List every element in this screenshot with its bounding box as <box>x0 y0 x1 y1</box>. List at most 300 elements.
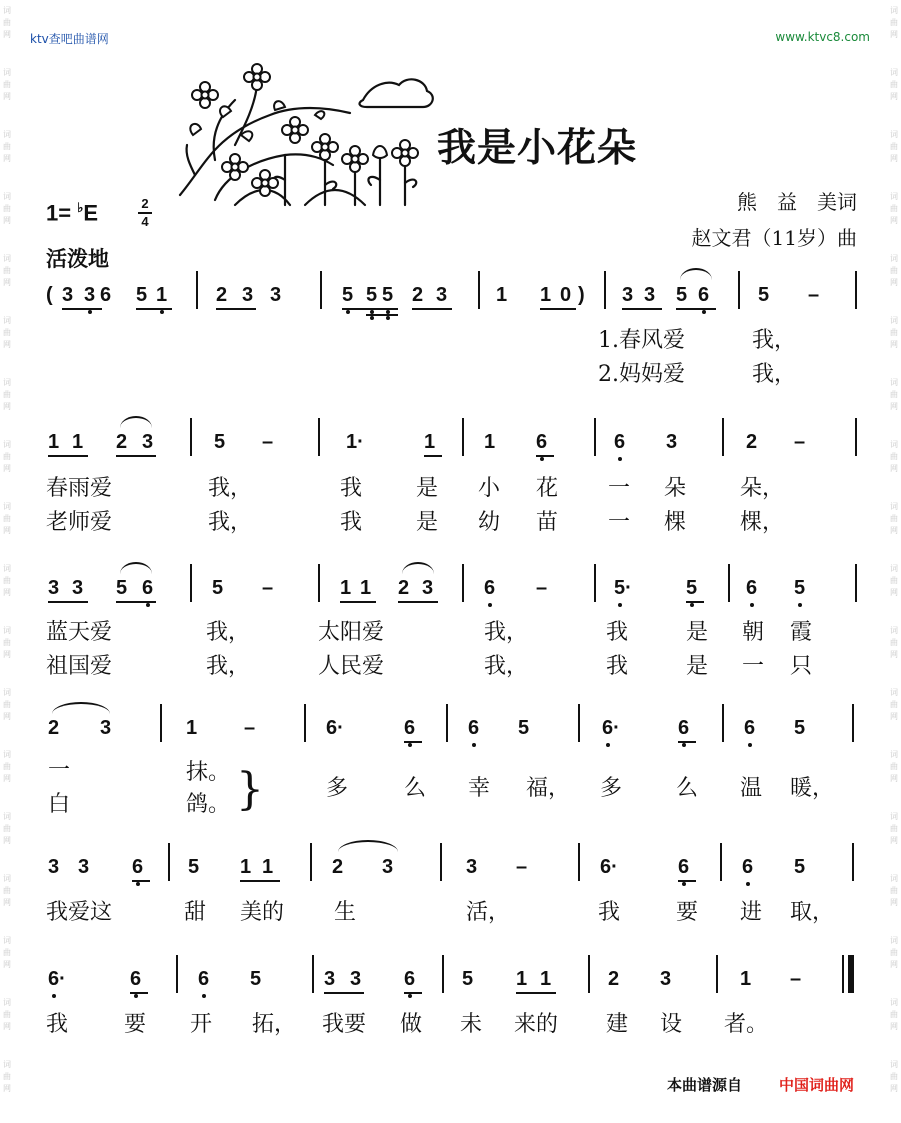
side-watermark-char: 网 <box>3 898 11 907</box>
barline <box>578 704 580 742</box>
side-watermark-char: 曲 <box>3 514 11 523</box>
note: 5 <box>676 284 688 306</box>
side-watermark-char: 曲 <box>3 886 11 895</box>
barline <box>446 704 448 742</box>
note: 6 <box>536 431 548 453</box>
tempo-marking: 活泼地 <box>46 247 109 271</box>
side-watermark-char: 词 <box>890 998 898 1007</box>
lyric: 福， <box>526 776 571 801</box>
side-watermark-char: 词 <box>890 688 898 697</box>
side-watermark-char: 曲 <box>3 576 11 585</box>
lower-octave-dot <box>472 743 476 747</box>
site-name-left[interactable]: ktv查吧曲谱网 <box>30 32 109 46</box>
lyric: 我， <box>206 654 251 679</box>
note: 0 <box>560 284 572 306</box>
side-watermark-char: 曲 <box>890 18 898 27</box>
note: 6 <box>142 577 154 599</box>
beam-underline <box>342 308 398 310</box>
side-watermark-char: 网 <box>890 1022 898 1031</box>
source-label: 本曲谱源自 <box>667 1076 743 1094</box>
beam-underline <box>130 992 148 994</box>
lyric: 蓝天爱 <box>46 620 113 645</box>
note: 2 <box>398 577 410 599</box>
lower-octave-dot <box>386 316 390 320</box>
lyric: 我， <box>208 476 253 501</box>
side-watermark-char: 曲 <box>3 1010 11 1019</box>
lyric: 鸽。 <box>186 792 231 817</box>
lyric: 祖国爱 <box>46 654 113 679</box>
lyric: 花 <box>536 476 559 501</box>
lyric: 我 <box>606 654 629 679</box>
side-watermark-char: 曲 <box>890 80 898 89</box>
side-watermark-char: 词 <box>890 440 898 449</box>
side-watermark-char: 词 <box>890 6 898 15</box>
side-watermark-char: 曲 <box>3 452 11 461</box>
barline <box>190 418 192 456</box>
note: 3 <box>242 284 254 306</box>
note: 2 <box>412 284 424 306</box>
side-watermark-char: 词 <box>890 936 898 945</box>
barline <box>304 704 306 742</box>
lyric: 棵 <box>664 510 687 535</box>
side-watermark-char: 网 <box>890 92 898 101</box>
note: – <box>790 968 802 990</box>
side-watermark-char: 网 <box>3 154 11 163</box>
lyric: 要 <box>124 1012 147 1037</box>
side-watermark-char: 网 <box>890 154 898 163</box>
side-watermark-char: 曲 <box>890 452 898 461</box>
beam-underline <box>540 308 576 310</box>
side-watermark-char: 网 <box>3 650 11 659</box>
note: 6 <box>678 717 690 739</box>
side-watermark-char: 网 <box>3 526 11 535</box>
note: 6 <box>404 968 416 990</box>
note: 6· <box>602 717 620 739</box>
lyric: 设 <box>660 1012 683 1037</box>
side-watermark-char: 词 <box>3 688 11 697</box>
lyricist-credit: 熊 益 美词 <box>737 190 857 214</box>
barline <box>594 564 596 602</box>
note: – <box>244 717 256 739</box>
flower-illustration <box>175 55 435 215</box>
note: 5· <box>614 577 632 599</box>
side-watermark-char: 网 <box>3 278 11 287</box>
lower-octave-dot <box>52 994 56 998</box>
side-watermark-char: 网 <box>890 650 898 659</box>
side-watermark-char: 网 <box>3 92 11 101</box>
side-watermark-char: 曲 <box>3 824 11 833</box>
beam-underline <box>424 455 442 457</box>
side-watermark-char: 网 <box>890 960 898 969</box>
note: 1 <box>156 284 168 306</box>
lower-octave-dot <box>682 882 686 886</box>
side-watermark-char: 曲 <box>3 638 11 647</box>
lyric: 我， <box>208 510 253 535</box>
note: 6 <box>130 968 142 990</box>
side-watermark-char: 曲 <box>3 18 11 27</box>
lyric: 只 <box>790 654 813 679</box>
note: – <box>794 431 806 453</box>
lyric: 我， <box>206 620 251 645</box>
note: 6 <box>198 968 210 990</box>
side-watermark-char: 网 <box>890 340 898 349</box>
side-watermark-char: 词 <box>890 254 898 263</box>
lower-octave-dot <box>690 603 694 607</box>
side-watermark-char: 词 <box>890 316 898 325</box>
beam-underline <box>116 455 156 457</box>
note: 5 <box>250 968 262 990</box>
barline <box>462 418 464 456</box>
note: 2 <box>332 856 344 878</box>
barline <box>722 704 724 742</box>
lower-octave-dot <box>682 743 686 747</box>
note: 5 <box>794 577 806 599</box>
lyric: 2.妈妈爱 <box>598 362 685 387</box>
beam-underline <box>62 308 102 310</box>
final-barline-thin <box>842 955 844 993</box>
lower-octave-dot <box>134 994 138 998</box>
side-watermark-char: 网 <box>3 30 11 39</box>
side-watermark-char: 网 <box>890 774 898 783</box>
time-signature-top: 2 <box>141 196 149 211</box>
lower-octave-dot <box>408 743 412 747</box>
note: 1· <box>346 431 364 453</box>
lower-octave-dot <box>746 882 750 886</box>
barline <box>578 843 580 881</box>
note: 3 <box>422 577 434 599</box>
note: 5 <box>518 717 530 739</box>
lyric: 我， <box>752 328 797 353</box>
side-watermark-char: 网 <box>890 216 898 225</box>
side-watermark-char: 网 <box>890 588 898 597</box>
note: ( <box>46 284 53 306</box>
final-barline-thick <box>848 955 854 993</box>
lyric: 我 <box>340 510 363 535</box>
beam-underline <box>404 992 422 994</box>
side-watermark-char: 曲 <box>3 762 11 771</box>
side-watermark-char: 词 <box>890 192 898 201</box>
lyric: 一 <box>48 758 71 783</box>
side-watermark-char: 网 <box>3 774 11 783</box>
side-watermark-char: 曲 <box>3 266 11 275</box>
beam-underline <box>340 601 376 603</box>
beam-underline <box>324 992 364 994</box>
side-watermark-char: 词 <box>3 378 11 387</box>
note: 3 <box>84 284 96 306</box>
beam-underline <box>686 601 704 603</box>
note: 2 <box>48 717 60 739</box>
lyric: 一 <box>742 654 765 679</box>
note: 1 <box>540 968 552 990</box>
beam-underline <box>678 741 696 743</box>
note: 3 <box>622 284 634 306</box>
note: 1 <box>540 284 552 306</box>
side-watermark-char: 词 <box>890 1060 898 1069</box>
note: 3 <box>350 968 362 990</box>
side-watermark-char: 网 <box>3 960 11 969</box>
side-watermark-char: 网 <box>890 712 898 721</box>
side-watermark-char: 网 <box>3 1084 11 1093</box>
barline <box>720 843 722 881</box>
side-watermark-char: 网 <box>890 464 898 473</box>
lyric: 霞 <box>790 620 813 645</box>
barline <box>442 955 444 993</box>
tie-arc <box>120 416 152 428</box>
lyric: 要 <box>676 900 699 925</box>
note: 1 <box>424 431 436 453</box>
lyric: 美的 <box>240 900 285 925</box>
lyric: 未 <box>460 1012 483 1037</box>
side-watermark-char: 词 <box>3 130 11 139</box>
note: 2 <box>116 431 128 453</box>
lower-octave-dot <box>750 603 754 607</box>
barline <box>716 955 718 993</box>
verse-brace: } <box>236 764 264 815</box>
side-watermark-char: 曲 <box>890 948 898 957</box>
beam-underline <box>132 880 150 882</box>
lyric: 幸 <box>468 776 491 801</box>
side-watermark-char: 曲 <box>3 1072 11 1081</box>
lower-octave-dot <box>618 457 622 461</box>
song-title: 我是小花朵 <box>437 125 638 171</box>
note: 6 <box>698 284 710 306</box>
lyric: 苗 <box>536 510 559 535</box>
side-watermark-char: 曲 <box>3 700 11 709</box>
note: – <box>536 577 548 599</box>
side-watermark-char: 网 <box>3 464 11 473</box>
beam-underline <box>136 308 172 310</box>
side-watermark-char: 词 <box>890 502 898 511</box>
note: 3 <box>62 284 74 306</box>
beam-underline <box>48 601 88 603</box>
side-watermark-char: 曲 <box>890 142 898 151</box>
side-watermark-char: 曲 <box>3 204 11 213</box>
beam-underline <box>678 880 696 882</box>
side-watermark-char: 网 <box>3 1022 11 1031</box>
lyric: 朝 <box>742 620 765 645</box>
note: 6 <box>744 717 756 739</box>
barline <box>588 955 590 993</box>
side-watermark-char: 词 <box>3 812 11 821</box>
lyric: 活， <box>466 900 511 925</box>
side-watermark-char: 网 <box>3 836 11 845</box>
barline <box>722 418 724 456</box>
note: 6 <box>678 856 690 878</box>
lyric: 人民爱 <box>318 654 385 679</box>
note: 2 <box>216 284 228 306</box>
barline <box>852 704 854 742</box>
note: 3 <box>142 431 154 453</box>
tie-arc <box>52 702 110 714</box>
lyric: 生 <box>334 900 357 925</box>
side-watermark-char: 网 <box>890 1084 898 1093</box>
beam-underline <box>412 308 452 310</box>
side-watermark-left <box>0 0 14 1123</box>
side-watermark-char: 曲 <box>890 204 898 213</box>
lyric: 抹。 <box>186 760 231 785</box>
site-url-right[interactable]: www.ktvc8.com <box>775 30 870 44</box>
lower-octave-dot <box>408 994 412 998</box>
lower-octave-dot <box>618 603 622 607</box>
lyric: 太阳爱 <box>318 620 385 645</box>
side-watermark-char: 网 <box>3 712 11 721</box>
lyric: 是 <box>416 476 439 501</box>
lyric: 暖， <box>790 776 835 801</box>
barline <box>318 418 320 456</box>
note: 6 <box>404 717 416 739</box>
note: 1 <box>240 856 252 878</box>
note: 5 <box>188 856 200 878</box>
side-watermark-char: 词 <box>3 6 11 15</box>
barline <box>594 418 596 456</box>
lower-octave-dot <box>88 310 92 314</box>
lyric: 是 <box>416 510 439 535</box>
note: 6· <box>326 717 344 739</box>
beam-underline <box>216 308 256 310</box>
side-watermark-char: 词 <box>3 1060 11 1069</box>
barline <box>318 564 320 602</box>
side-watermark-char: 网 <box>890 402 898 411</box>
lyric: 白 <box>48 792 71 817</box>
composer-credit: 赵文君（11岁）曲 <box>691 226 857 250</box>
note: 6 <box>132 856 144 878</box>
note: 3 <box>466 856 478 878</box>
lyric: 我， <box>752 362 797 387</box>
side-watermark-char: 网 <box>3 216 11 225</box>
source-site-link[interactable]: 中国词曲网 <box>779 1076 855 1094</box>
tie-arc <box>120 562 152 574</box>
beam-underline <box>676 308 716 310</box>
side-watermark-char: 曲 <box>3 142 11 151</box>
lyric: 棵， <box>740 510 785 535</box>
note: – <box>516 856 528 878</box>
side-watermark-char: 曲 <box>3 80 11 89</box>
note: 3 <box>644 284 656 306</box>
lyric: 朵 <box>664 476 687 501</box>
note: 1 <box>740 968 752 990</box>
lyric: 进 <box>740 900 763 925</box>
lower-octave-dot <box>202 994 206 998</box>
time-signature <box>138 197 152 229</box>
barline <box>855 271 857 309</box>
lyric: 开 <box>190 1012 213 1037</box>
lower-octave-dot <box>748 743 752 747</box>
side-watermark-char: 曲 <box>890 886 898 895</box>
beam-underline <box>48 455 88 457</box>
side-watermark-char: 词 <box>890 812 898 821</box>
side-watermark-char: 词 <box>890 750 898 759</box>
lyric: 取， <box>790 900 835 925</box>
side-watermark-char: 词 <box>3 874 11 883</box>
barline <box>310 843 312 881</box>
side-watermark-char: 曲 <box>3 390 11 399</box>
note: 1 <box>484 431 496 453</box>
note: 5 <box>116 577 128 599</box>
side-watermark-char: 曲 <box>890 514 898 523</box>
beam-underline <box>622 308 662 310</box>
barline <box>852 843 854 881</box>
side-watermark-char: 曲 <box>3 328 11 337</box>
note: 3 <box>324 968 336 990</box>
side-watermark-char: 词 <box>3 316 11 325</box>
note: 6· <box>48 968 66 990</box>
lower-octave-dot <box>540 457 544 461</box>
lyric: 多 <box>600 776 623 801</box>
lyric: 小 <box>478 476 501 501</box>
side-watermark-char: 词 <box>3 440 11 449</box>
side-watermark-char: 词 <box>3 936 11 945</box>
side-watermark-char: 网 <box>890 526 898 535</box>
side-watermark-char: 词 <box>3 254 11 263</box>
side-watermark-char: 网 <box>3 588 11 597</box>
note: 5 <box>758 284 770 306</box>
note: – <box>262 431 274 453</box>
lyric: 我， <box>484 654 529 679</box>
barline <box>190 564 192 602</box>
note: 5 <box>136 284 148 306</box>
barline <box>440 843 442 881</box>
lyric: 一 <box>608 476 631 501</box>
side-watermark-char: 网 <box>890 30 898 39</box>
note: 3 <box>48 856 60 878</box>
barline <box>855 564 857 602</box>
lyric: 来的 <box>514 1012 559 1037</box>
note: 2 <box>608 968 620 990</box>
side-watermark-char: 网 <box>890 836 898 845</box>
side-watermark-char: 词 <box>3 192 11 201</box>
lower-octave-dot <box>702 310 706 314</box>
barline <box>196 271 198 309</box>
lyric: 我爱这 <box>46 900 113 925</box>
note: 1 <box>72 431 84 453</box>
note: 5 <box>382 284 394 306</box>
lower-octave-dot <box>488 603 492 607</box>
side-watermark-char: 网 <box>3 402 11 411</box>
side-watermark-char: 曲 <box>890 1010 898 1019</box>
note: – <box>808 284 820 306</box>
lyric: 幼 <box>478 510 501 535</box>
lyric: 温 <box>740 776 763 801</box>
beam-underline <box>116 601 156 603</box>
lyric: 老师爱 <box>46 510 113 535</box>
beam-underline <box>516 992 556 994</box>
side-watermark-char: 曲 <box>890 824 898 833</box>
lyric: 我 <box>340 476 363 501</box>
side-watermark-char: 网 <box>890 278 898 287</box>
note: 5 <box>462 968 474 990</box>
tie-arc <box>338 840 398 852</box>
barline <box>738 271 740 309</box>
note: 1 <box>496 284 508 306</box>
barline <box>462 564 464 602</box>
note: 6 <box>746 577 758 599</box>
note: 6 <box>484 577 496 599</box>
note: 3 <box>72 577 84 599</box>
lyric: 多 <box>326 776 349 801</box>
tie-arc <box>402 562 434 574</box>
note: 1 <box>516 968 528 990</box>
side-watermark-char: 词 <box>3 68 11 77</box>
side-watermark-char: 词 <box>890 564 898 573</box>
note: 6 <box>742 856 754 878</box>
lyric: 甜 <box>184 900 207 925</box>
note: 3 <box>666 431 678 453</box>
lower-octave-dot <box>370 316 374 320</box>
note: – <box>262 577 274 599</box>
note: 3 <box>270 284 282 306</box>
note: 3 <box>48 577 60 599</box>
key-signature <box>46 200 98 226</box>
